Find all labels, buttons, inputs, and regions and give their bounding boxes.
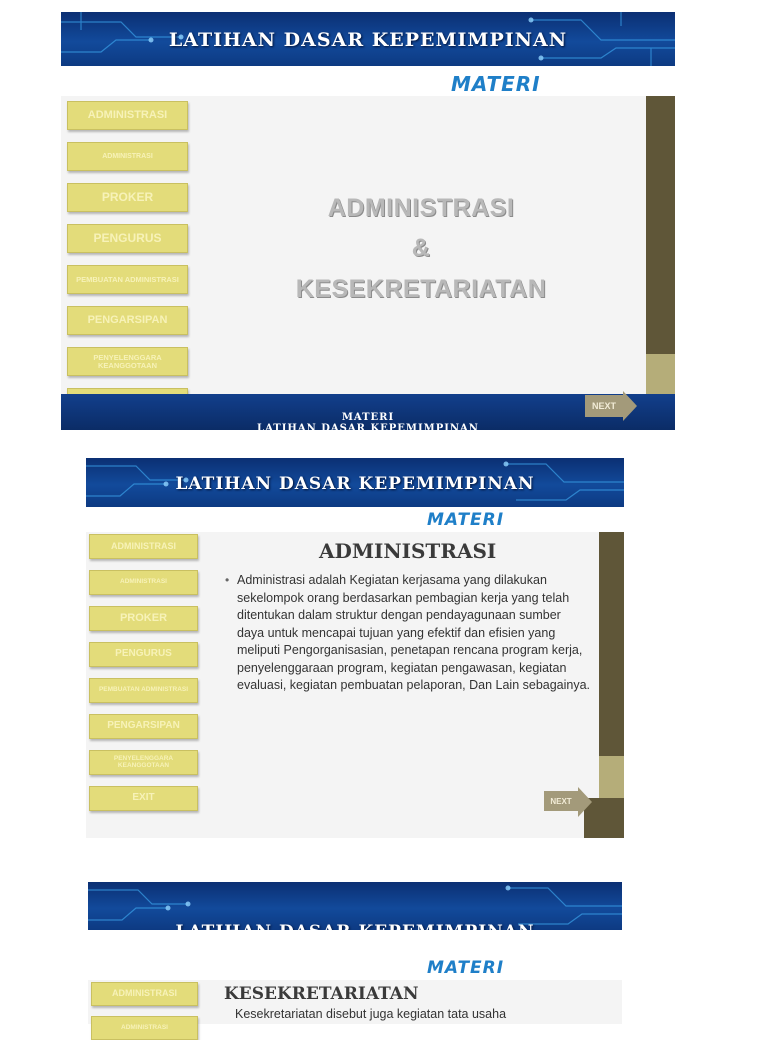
center-title-line-3: KESEKRETARIATAN	[295, 275, 547, 303]
menu-item-proker[interactable]: PROKER	[67, 183, 188, 212]
side-bar-light	[646, 354, 675, 394]
menu-item-pembuatan-administrasi[interactable]: PEMBUATAN ADMINISTRASI	[89, 678, 198, 703]
content-body: Administrasi adalah Kegiatan kerjasama yang dilakukan sekelompok orang berdasarkan pembagian kerja yang telah ditentukan dalam struktur dengan pendayagunaan sumber daya untuk mencapai tujuan yang efektif dan efisien yang meliputi Pengorganisasian, penetapan rencana program kerja, penyelenggaraan program, kegiatan pengawasan, kegiatan evaluasi, kegiatan pembuatan pelaporan, Dan Lain sebagainya.	[237, 573, 591, 692]
footer-band	[61, 394, 675, 434]
banner-title: LATIHAN DASAR KEPEMIMPINAN	[175, 474, 535, 494]
side-menu	[89, 534, 198, 811]
content-heading: ADMINISTRASI	[319, 539, 497, 563]
materi-strip	[86, 507, 624, 532]
menu-item-pengurus[interactable]: PENGURUS	[67, 224, 188, 253]
menu-item-administrasi-2[interactable]: ADMINISTRASI	[67, 142, 188, 171]
materi-label: MATERI	[427, 958, 505, 978]
side-menu	[91, 982, 198, 1040]
materi-label: MATERI	[427, 510, 505, 530]
menu-item-pengarsipan[interactable]: PENGARSIPAN	[67, 306, 188, 335]
materi-strip	[88, 930, 622, 980]
side-bar	[599, 532, 624, 756]
side-bar	[646, 96, 675, 354]
slide-2	[86, 458, 624, 838]
center-title-line-1: ADMINISTRASI	[327, 194, 515, 222]
menu-item-administrasi-2[interactable]: ADMINISTRASI	[89, 570, 198, 595]
slide-1	[61, 12, 675, 434]
menu-item-administrasi[interactable]: ADMINISTRASI	[67, 101, 188, 130]
slide-banner	[88, 882, 622, 930]
side-menu	[67, 101, 188, 411]
menu-item-pembuatan-administrasi[interactable]: PEMBUATAN ADMINISTRASI	[67, 265, 188, 294]
next-button[interactable]: NEXT	[544, 791, 578, 811]
banner-title: LATIHAN DASAR KEPEMIMPINAN	[168, 29, 568, 51]
center-title-line-2: &	[411, 234, 431, 262]
materi-label: MATERI	[451, 72, 541, 96]
menu-item-pengarsipan[interactable]: PENGARSIPAN	[89, 714, 198, 739]
menu-item-penyelenggara-keanggotaan[interactable]: PENYELENGGARA KEANGGOTAAN	[67, 347, 188, 376]
content-heading: KESEKRETARIATAN	[224, 984, 419, 1004]
menu-item-administrasi-2[interactable]: ADMINISTRASI	[91, 1016, 198, 1040]
menu-item-pengurus[interactable]: PENGURUS	[89, 642, 198, 667]
next-button[interactable]: NEXT	[585, 395, 623, 417]
menu-item-administrasi[interactable]: ADMINISTRASI	[89, 534, 198, 559]
menu-item-proker[interactable]: PROKER	[89, 606, 198, 631]
bullet-icon: •	[225, 573, 230, 587]
menu-item-penyelenggara-keanggotaan[interactable]: PENYELENGGARA KEANGGOTAAN	[89, 750, 198, 775]
menu-item-administrasi[interactable]: ADMINISTRASI	[91, 982, 198, 1006]
slide-banner	[86, 458, 624, 507]
footer-line-2: LATIHAN DASAR KEPEMIMPINAN	[257, 423, 479, 434]
footer-line-1: MATERI	[341, 412, 395, 423]
materi-strip	[61, 66, 675, 96]
side-bar-light	[599, 756, 624, 798]
slide-banner	[61, 12, 675, 66]
content-body: Kesekretariatan disebut juga kegiatan tata usaha	[235, 1007, 507, 1021]
menu-item-exit[interactable]: EXIT	[89, 786, 198, 811]
slide-3	[88, 882, 622, 1031]
